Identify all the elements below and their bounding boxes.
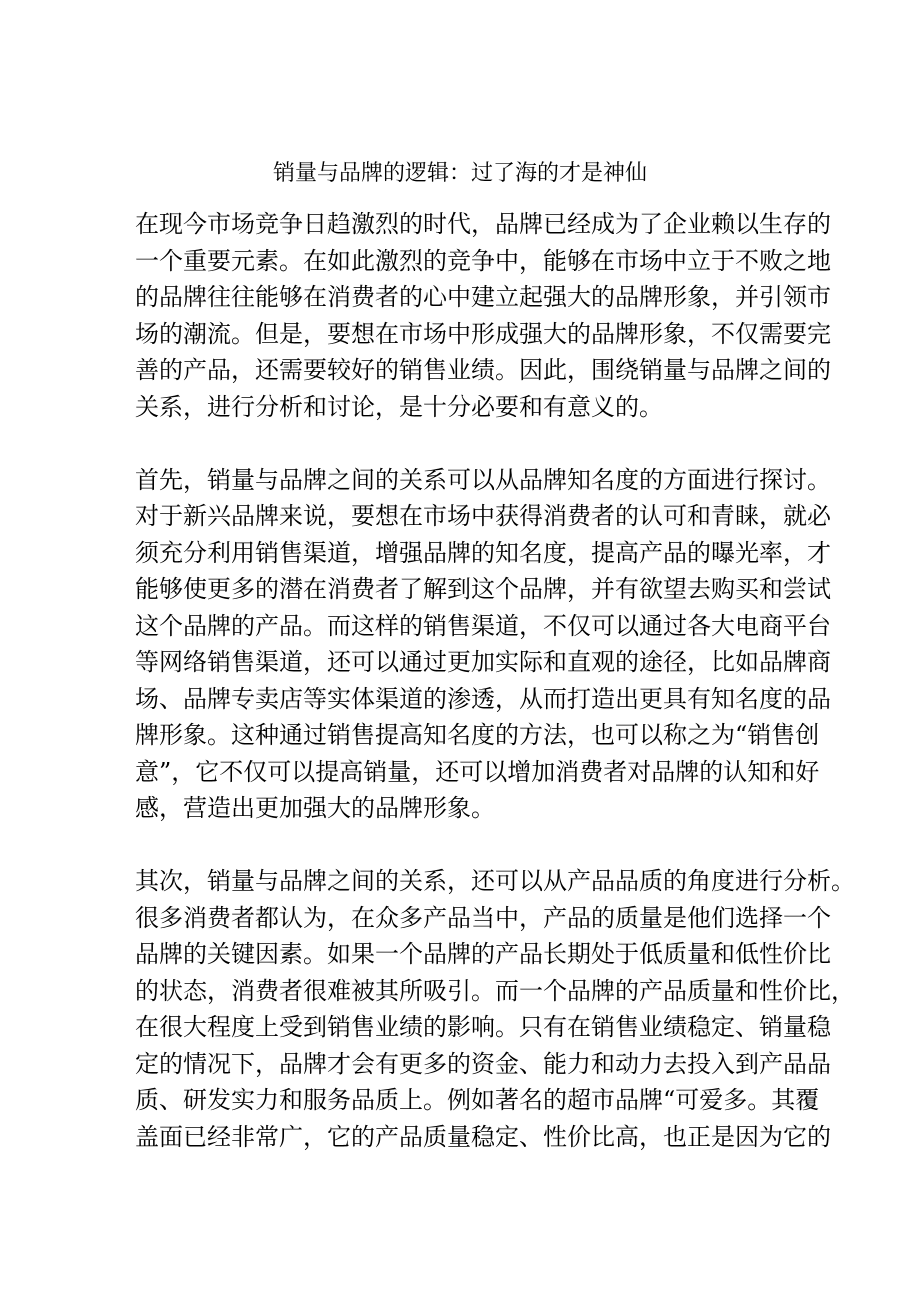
text-line: 定的情况下，品牌才会有更多的资金、能力和动力去投入到产品品 <box>135 1049 831 1078</box>
text-line: 在现今市场竞争日趋激烈的时代，品牌已经成为了企业赖以生存的 <box>135 210 831 238</box>
text-line: 善的产品，还需要较好的销售业绩。因此，围绕销量与品牌之间的 <box>135 356 831 384</box>
text-line: 这个品牌的产品。而这样的销售渠道，不仅可以通过各大电商平台 <box>135 611 831 640</box>
document-body <box>135 206 855 1192</box>
text-line: 首先，销量与品牌之间的关系可以从品牌知名度的方面进行探讨。 <box>135 465 831 494</box>
text-line: 关系，进行分析和讨论，是十分必要和有意义的。 <box>135 392 663 421</box>
text-line: 质、研发实力和服务品质上。例如著名的超市品牌“可爱多。其覆 <box>135 1086 820 1114</box>
text-line: 的品牌往往能够在消费者的心中建立起强大的品牌形象，并引领市 <box>135 283 831 311</box>
text-line: 的状态，消费者很难被其所吸引。而一个品牌的产品质量和性价比， <box>135 976 855 1005</box>
text-line: 盖面已经非常广，它的产品质量稳定、性价比高，也正是因为它的 <box>135 1122 831 1151</box>
text-line: 场、品牌专卖店等实体渠道的渗透，从而打造出更具有知名度的品 <box>135 684 831 713</box>
text-line: 感，营造出更加强大的品牌形象。 <box>135 794 495 822</box>
paragraph-2 <box>135 462 831 827</box>
document-title: 销量与品牌的逻辑：过了海的才是神仙 <box>272 161 647 186</box>
text-line: 意”，它不仅可以提高销量，还可以增加消费者对品牌的认知和好 <box>135 757 820 786</box>
text-line: 能够使更多的潜在消费者了解到这个品牌，并有欲望去购买和尝试 <box>135 575 831 603</box>
text-line: 对于新兴品牌来说，要想在市场中获得消费者的认可和青睐，就必 <box>135 502 831 530</box>
paragraph-3 <box>135 863 855 1155</box>
paragraph-1 <box>135 206 831 425</box>
text-line: 一个重要元素。在如此激烈的竞争中，能够在市场中立于不败之地 <box>135 246 831 275</box>
text-line: 等网络销售渠道，还可以通过更加实际和直观的途径，比如品牌商 <box>135 648 831 676</box>
text-line: 牌形象。这种通过销售提高知名度的方法，也可以称之为“销售创 <box>135 721 820 749</box>
text-line: 品牌的关键因素。如果一个品牌的产品长期处于低质量和低性价比 <box>135 940 831 968</box>
text-line: 很多消费者都认为，在众多产品当中，产品的质量是他们选择一个 <box>135 903 831 932</box>
text-line: 场的潮流。但是，要想在市场中形成强大的品牌形象，不仅需要完 <box>135 319 831 348</box>
text-line: 其次，销量与品牌之间的关系，还可以从产品品质的角度进行分析。 <box>135 867 855 895</box>
text-line: 须充分利用销售渠道，增强品牌的知名度，提高产品的曝光率，才 <box>135 538 831 567</box>
text-line: 在很大程度上受到销售业绩的影响。只有在销售业绩稳定、销量稳 <box>135 1013 831 1041</box>
